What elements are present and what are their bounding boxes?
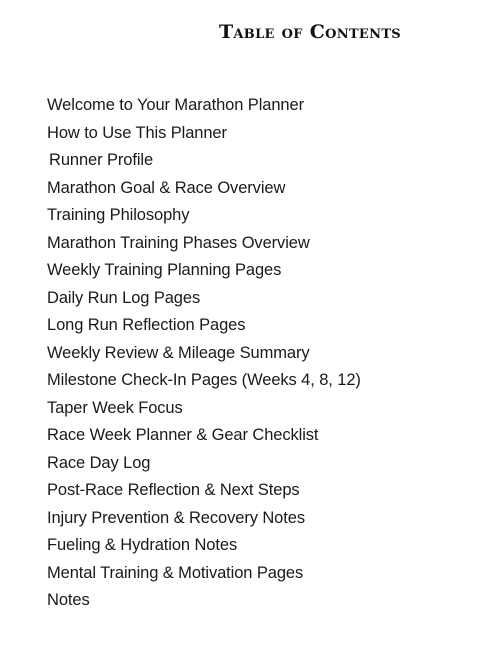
toc-entry-weekly-planning: Weekly Training Planning Pages [47, 261, 282, 279]
toc-entry-runner-profile: Runner Profile [49, 151, 154, 169]
toc-entry-post-race-reflection: Post-Race Reflection & Next Steps [47, 481, 300, 499]
toc-entry-race-day-log: Race Day Log [47, 453, 151, 472]
toc-entry-race-week-planner: Race Week Planner & Gear Checklist [47, 426, 319, 444]
toc-entry-daily-run-log: Daily Run Log Pages [47, 288, 201, 307]
toc-entry-training-phases: Marathon Training Phases Overview [47, 233, 310, 252]
toc-entry-weekly-review: Weekly Review & Mileage Summary [47, 343, 310, 362]
toc-entry-fueling-hydration: Fueling & Hydration Notes [47, 536, 238, 554]
toc-entry-mental-training: Mental Training & Motivation Pages [47, 563, 304, 582]
toc-entry-welcome: Welcome to Your Marathon Planner [47, 96, 304, 114]
toc-entry-marathon-goal: Marathon Goal & Race Overview [47, 178, 286, 197]
toc-entry-how-to-use: How to Use This Planner [47, 123, 227, 142]
toc-entry-long-run-reflection: Long Run Reflection Pages [47, 316, 246, 334]
toc-entry-training-philosophy: Training Philosophy [47, 206, 190, 224]
table-of-contents-list [47, 92, 361, 615]
toc-entry-taper-week: Taper Week Focus [47, 398, 183, 417]
toc-entry-notes: Notes [47, 591, 90, 609]
toc-entry-milestone-check-in: Milestone Check-In Pages (Weeks 4, 8, 12) [47, 371, 361, 389]
page-title: Table of Contents [218, 21, 401, 43]
toc-entry-injury-prevention: Injury Prevention & Recovery Notes [47, 508, 305, 527]
